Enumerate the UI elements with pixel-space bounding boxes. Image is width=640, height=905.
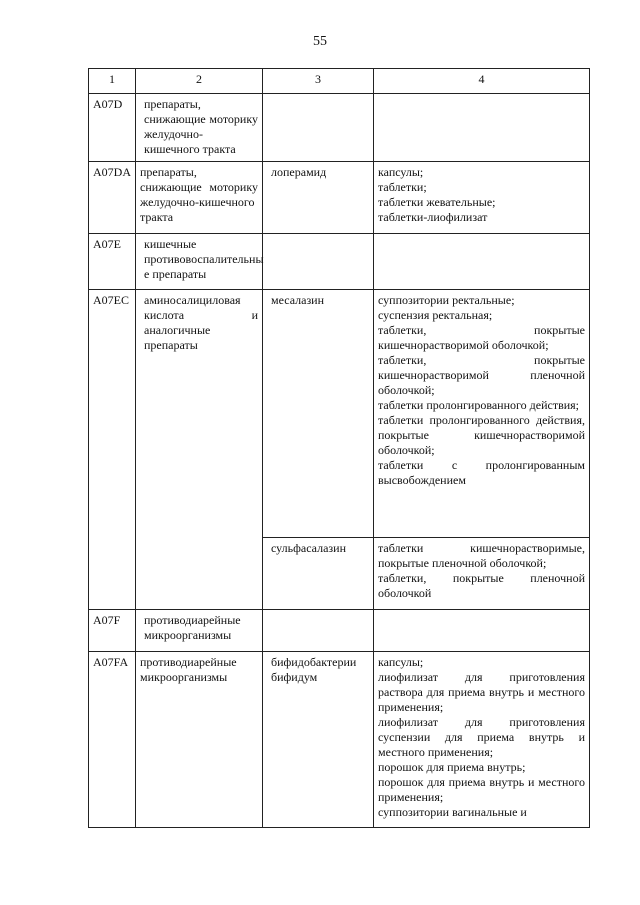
dosage-form: таблетки кишечнорастворимые, покрытые пленочной оболочкой; <box>378 541 585 570</box>
dosage-form: капсулы; <box>378 655 424 669</box>
header-cell-2: 2 <box>136 69 263 94</box>
dosage-form: таблетки, покрытые кишечнорастворимой пленочной оболочкой; <box>378 353 585 397</box>
dosage-form: таблетки-лиофилизат <box>378 210 488 224</box>
table-header-row <box>89 69 590 94</box>
atc-code: A07F <box>89 610 136 652</box>
table-row <box>89 162 590 234</box>
dosage-forms <box>374 290 590 538</box>
substance-name: лоперамид <box>263 162 374 234</box>
group-name: препараты, снижающие моторику желудочно-кишечного тракта <box>136 94 263 162</box>
dosage-form: суппозитории ректальные; <box>378 293 515 307</box>
dosage-form: капсулы; <box>378 165 424 179</box>
group-name: препараты, снижающие моторику желудочно-кишечного тракта <box>136 162 263 234</box>
dosage-forms <box>374 94 590 162</box>
dosage-form: таблетки жевательные; <box>378 195 496 209</box>
dosage-form: порошок для приема внутрь; <box>378 760 526 774</box>
drug-table <box>88 68 590 828</box>
page-number: 55 <box>313 34 327 49</box>
substance-name: бифидобактерии бифидум <box>263 652 374 828</box>
dosage-forms <box>374 234 590 290</box>
dosage-form: порошок для приема внутрь и местного применения; <box>378 775 585 804</box>
table-row <box>89 652 590 828</box>
dosage-form: таблетки, покрытые пленочной оболочкой <box>378 571 585 600</box>
dosage-form: таблетки, покрытые кишечнорастворимой оболочкой; <box>378 323 585 352</box>
group-name: противодиарейные микроорганизмы <box>136 652 263 828</box>
header-cell-4: 4 <box>374 69 590 94</box>
group-name: кишечные противовоспалительны е препараты <box>136 234 263 290</box>
table-row <box>89 234 590 290</box>
header-cell-1: 1 <box>89 69 136 94</box>
substance-name <box>263 234 374 290</box>
dosage-forms <box>374 538 590 610</box>
substance-name: сульфасалазин <box>263 538 374 610</box>
header-cell-3: 3 <box>263 69 374 94</box>
dosage-form: таблетки пролонгированного действия, покрытые кишечнорастворимой оболочкой; <box>378 413 585 457</box>
dosage-form: суспензия ректальная; <box>378 308 493 322</box>
substance-name <box>263 94 374 162</box>
dosage-forms <box>374 162 590 234</box>
atc-code: A07FA <box>89 652 136 828</box>
dosage-forms <box>374 652 590 828</box>
dosage-forms <box>374 610 590 652</box>
group-name: противодиарейные микроорганизмы <box>136 610 263 652</box>
atc-code: A07E <box>89 234 136 290</box>
dosage-form: лиофилизат для приготовления раствора для приема внутрь и местного применения; <box>378 670 585 714</box>
dosage-form: таблетки; <box>378 180 427 194</box>
atc-code: A07EC <box>89 290 136 610</box>
group-name: аминосалициловая кислота и аналогичные препараты <box>136 290 263 610</box>
dosage-form: таблетки пролонгированного действия; <box>378 398 580 412</box>
dosage-form: суппозитории вагинальные и <box>378 805 527 819</box>
dosage-form: таблетки с пролонгированным высвобождением <box>378 458 585 487</box>
table-row <box>89 290 590 538</box>
table-row <box>89 94 590 162</box>
atc-code: A07DA <box>89 162 136 234</box>
dosage-form: лиофилизат для приготовления суспензии для приема внутрь и местного применения; <box>378 715 585 759</box>
table-row <box>89 610 590 652</box>
atc-code: A07D <box>89 94 136 162</box>
substance-name: месалазин <box>263 290 374 538</box>
substance-name <box>263 610 374 652</box>
